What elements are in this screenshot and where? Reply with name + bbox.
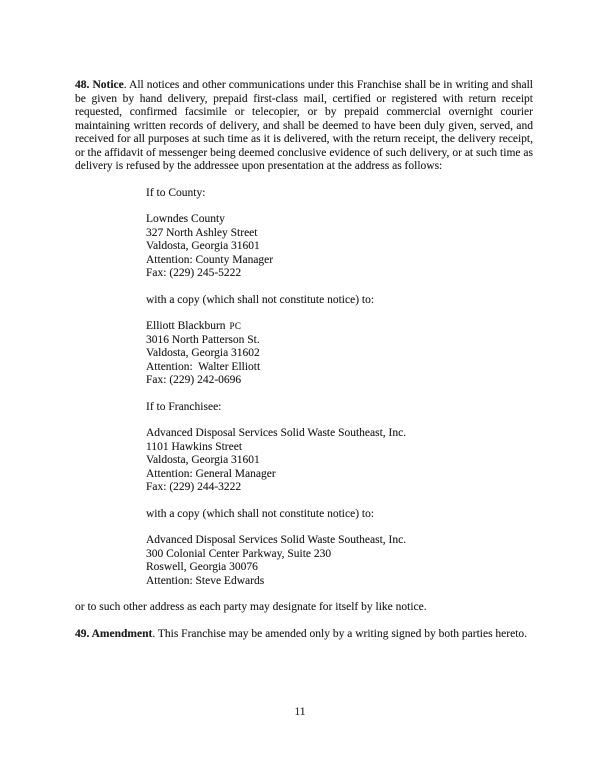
address-line: Fax: (229) 244-3222: [146, 481, 242, 493]
address-line: Attention: Steve Edwards: [146, 574, 265, 587]
address-line: Fax: (229) 245-5222: [146, 267, 242, 279]
firm-suffix: PC: [229, 321, 242, 331]
section-48-heading: 48. Notice: [75, 79, 124, 91]
copy-notice-county-label: with a copy (which shall not constitute notice) to:: [146, 293, 375, 306]
address-line: Fax: (229) 242-0696: [146, 374, 242, 386]
address-line: 327 North Ashley Street: [146, 226, 258, 239]
address-line: 3016 North Patterson St.: [146, 333, 260, 346]
franchisee-copy-address-block: [146, 534, 533, 588]
section-49-amendment-paragraph: [75, 628, 533, 642]
section-49-body: . This Franchise may be amended only by a writing signed by both parties hereto.: [152, 627, 528, 640]
if-to-county-label: If to County:: [146, 186, 206, 199]
section-49-heading: 49. Amendment: [75, 627, 153, 640]
page-number: 11: [294, 706, 306, 718]
address-line: [146, 320, 533, 334]
address-line: 1101 Hawkins Street: [146, 440, 243, 453]
other-address-clause: or to such other address as each party may designate for itself by like notice.: [75, 601, 427, 613]
address-line: Valdosta, Georgia 31601: [146, 240, 260, 252]
firm-name: Elliott Blackburn: [146, 320, 226, 332]
if-to-franchisee-label: If to Franchisee:: [146, 400, 222, 413]
section-48-notice-paragraph: [75, 79, 533, 174]
section-48-body: . All notices and other communications under this Franchise shall be in writing and shall be given by hand delivery, prepaid first-class mail, certified or registered with return receipt requested, confirmed facsimile or telecopier, or by prepaid commercial overnight courier maintaining written records of delivery, and shall be deemed to have been duly given, served, and received for all purposes at such time as it is delivered, with the return receipt, the delivery receipt, or the affidavit of messenger being deemed conclusive evidence of such delivery, or at such time as delivery is refused by the addressee upon presentation at the address as follows:: [75, 79, 533, 172]
document-content: [75, 79, 533, 641]
address-line: Valdosta, Georgia 31601: [146, 454, 260, 466]
address-line: Attention: County Manager: [146, 253, 274, 266]
address-line: Roswell, Georgia 30076: [146, 561, 258, 573]
address-line: Attention: General Manager: [146, 467, 276, 480]
county-address-block: [146, 213, 533, 281]
address-line: Attention: Walter Elliott: [146, 360, 261, 373]
address-line: 300 Colonial Center Parkway, Suite 230: [146, 547, 332, 560]
copy-notice-franchisee-label: with a copy (which shall not constitute notice) to:: [146, 507, 375, 520]
address-line: Advanced Disposal Services Solid Waste Southeast, Inc.: [146, 427, 407, 439]
address-line: Lowndes County: [146, 213, 225, 225]
address-line: Advanced Disposal Services Solid Waste Southeast, Inc.: [146, 534, 407, 546]
county-copy-address-block: [146, 320, 533, 388]
franchisee-address-block: [146, 427, 533, 495]
address-line: Valdosta, Georgia 31602: [146, 347, 260, 359]
